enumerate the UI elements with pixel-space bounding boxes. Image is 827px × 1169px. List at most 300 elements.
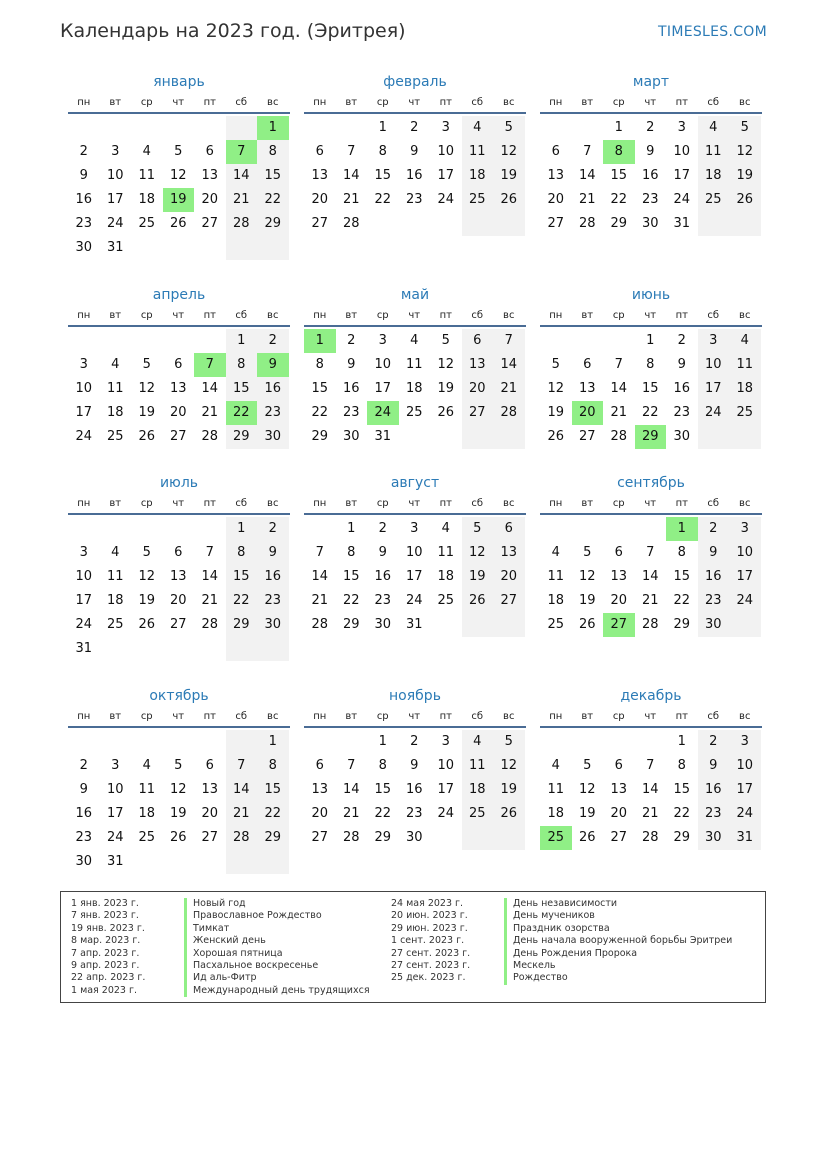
day-cell[interactable]: 1 <box>614 120 623 135</box>
day-cell[interactable]: 22 <box>641 405 659 420</box>
day-cell[interactable]: 31 <box>673 216 691 231</box>
day-cell[interactable]: 6 <box>462 329 494 353</box>
day-cell[interactable]: 7 <box>583 144 592 159</box>
day-cell[interactable]: 7 <box>493 329 525 353</box>
day-cell[interactable]: 22 <box>226 589 258 613</box>
day-cell[interactable]: 28 <box>201 617 219 632</box>
day-cell[interactable]: 6 <box>174 357 183 372</box>
day-cell[interactable]: 16 <box>698 565 730 589</box>
day-cell[interactable]: 3 <box>111 144 120 159</box>
day-cell[interactable]: 7 <box>347 758 356 773</box>
day-cell[interactable]: 1 <box>378 734 387 749</box>
day-cell[interactable]: 13 <box>311 168 329 183</box>
day-cell[interactable]: 21 <box>226 188 258 212</box>
day-cell[interactable]: 14 <box>493 353 525 377</box>
day-cell[interactable]: 24 <box>106 216 124 231</box>
day-cell[interactable]: 18 <box>437 569 455 584</box>
day-cell[interactable]: 28 <box>311 617 329 632</box>
day-cell[interactable]: 22 <box>257 802 289 826</box>
day-cell[interactable]: 21 <box>201 593 219 608</box>
day-cell[interactable]: 8 <box>226 541 258 565</box>
day-cell[interactable]: 4 <box>111 545 120 560</box>
day-cell[interactable]: 7 <box>226 754 258 778</box>
day-cell[interactable]: 5 <box>174 144 183 159</box>
day-cell[interactable]: 18 <box>106 593 124 608</box>
day-cell[interactable]: 10 <box>106 782 124 797</box>
day-cell[interactable]: 9 <box>347 357 356 372</box>
day-cell[interactable]: 28 <box>201 429 219 444</box>
day-cell[interactable]: 21 <box>342 806 360 821</box>
day-cell[interactable]: 22 <box>610 192 628 207</box>
day-cell[interactable]: 14 <box>641 782 659 797</box>
day-cell[interactable]: 2 <box>698 517 730 541</box>
day-cell[interactable]: 12 <box>169 782 187 797</box>
day-cell[interactable]: 25 <box>106 429 124 444</box>
day-cell[interactable]: 3 <box>441 120 450 135</box>
day-cell[interactable]: 20 <box>169 405 187 420</box>
day-cell[interactable]: 14 <box>578 168 596 183</box>
day-cell[interactable]: 8 <box>347 545 356 560</box>
day-cell[interactable]: 15 <box>641 381 659 396</box>
day-cell[interactable]: 20 <box>201 806 219 821</box>
day-cell[interactable]: 10 <box>437 144 455 159</box>
day-cell[interactable]: 30 <box>75 240 93 255</box>
day-cell[interactable]: 1 <box>257 116 289 140</box>
day-cell[interactable]: 18 <box>547 593 565 608</box>
day-cell[interactable]: 22 <box>374 192 392 207</box>
day-cell[interactable]: 17 <box>374 381 392 396</box>
day-cell[interactable]: 11 <box>729 353 761 377</box>
day-cell[interactable]: 27 <box>578 429 596 444</box>
day-cell[interactable]: 11 <box>138 782 156 797</box>
day-cell[interactable]: 16 <box>75 192 93 207</box>
day-cell[interactable]: 29 <box>635 425 667 449</box>
day-cell[interactable]: 27 <box>201 216 219 231</box>
day-cell[interactable]: 31 <box>729 826 761 850</box>
day-cell[interactable]: 25 <box>540 826 572 850</box>
day-cell[interactable]: 26 <box>138 429 156 444</box>
day-cell[interactable]: 15 <box>226 377 258 401</box>
day-cell[interactable]: 24 <box>367 401 399 425</box>
day-cell[interactable]: 6 <box>614 758 623 773</box>
day-cell[interactable]: 3 <box>729 730 761 754</box>
day-cell[interactable]: 11 <box>462 754 494 778</box>
day-cell[interactable]: 18 <box>405 381 423 396</box>
day-cell[interactable]: 12 <box>462 541 494 565</box>
day-cell[interactable]: 23 <box>405 806 423 821</box>
day-cell[interactable]: 29 <box>610 216 628 231</box>
day-cell[interactable]: 19 <box>578 806 596 821</box>
day-cell[interactable]: 29 <box>673 830 691 845</box>
day-cell[interactable]: 21 <box>493 377 525 401</box>
day-cell[interactable]: 30 <box>698 826 730 850</box>
day-cell[interactable]: 26 <box>578 830 596 845</box>
day-cell[interactable]: 23 <box>641 192 659 207</box>
day-cell[interactable]: 25 <box>138 216 156 231</box>
day-cell[interactable]: 21 <box>578 192 596 207</box>
day-cell[interactable]: 22 <box>374 806 392 821</box>
day-cell[interactable]: 22 <box>226 401 258 425</box>
day-cell[interactable]: 9 <box>677 357 686 372</box>
day-cell[interactable]: 28 <box>226 826 258 850</box>
day-cell[interactable]: 1 <box>666 517 698 541</box>
day-cell[interactable]: 9 <box>698 541 730 565</box>
day-cell[interactable]: 17 <box>729 778 761 802</box>
day-cell[interactable]: 15 <box>374 168 392 183</box>
day-cell[interactable]: 4 <box>551 758 560 773</box>
day-cell[interactable]: 24 <box>75 617 93 632</box>
day-cell[interactable]: 19 <box>493 164 525 188</box>
day-cell[interactable]: 27 <box>311 216 329 231</box>
day-cell[interactable]: 4 <box>441 521 450 536</box>
day-cell[interactable]: 18 <box>462 778 494 802</box>
day-cell[interactable]: 10 <box>673 144 691 159</box>
day-cell[interactable]: 16 <box>698 778 730 802</box>
day-cell[interactable]: 3 <box>698 329 730 353</box>
day-cell[interactable]: 27 <box>201 830 219 845</box>
day-cell[interactable]: 29 <box>257 826 289 850</box>
day-cell[interactable]: 6 <box>315 758 324 773</box>
day-cell[interactable]: 14 <box>342 168 360 183</box>
day-cell[interactable]: 28 <box>493 401 525 425</box>
day-cell[interactable]: 19 <box>493 778 525 802</box>
day-cell[interactable]: 17 <box>75 405 93 420</box>
day-cell[interactable]: 28 <box>342 830 360 845</box>
day-cell[interactable]: 31 <box>374 429 392 444</box>
day-cell[interactable]: 20 <box>610 806 628 821</box>
day-cell[interactable]: 8 <box>378 758 387 773</box>
day-cell[interactable]: 17 <box>106 192 124 207</box>
day-cell[interactable]: 12 <box>493 140 525 164</box>
day-cell[interactable]: 15 <box>226 565 258 589</box>
day-cell[interactable]: 1 <box>257 730 289 754</box>
day-cell[interactable]: 29 <box>257 212 289 236</box>
day-cell[interactable]: 11 <box>106 381 124 396</box>
day-cell[interactable]: 20 <box>311 192 329 207</box>
day-cell[interactable]: 13 <box>462 353 494 377</box>
day-cell[interactable]: 19 <box>729 164 761 188</box>
day-cell[interactable]: 12 <box>169 168 187 183</box>
day-cell[interactable]: 18 <box>698 164 730 188</box>
day-cell[interactable]: 4 <box>410 333 419 348</box>
day-cell[interactable]: 9 <box>257 541 289 565</box>
day-cell[interactable]: 7 <box>646 758 655 773</box>
day-cell[interactable]: 3 <box>677 120 686 135</box>
day-cell[interactable]: 3 <box>441 734 450 749</box>
day-cell[interactable]: 12 <box>437 357 455 372</box>
day-cell[interactable]: 24 <box>729 802 761 826</box>
day-cell[interactable]: 31 <box>75 641 93 656</box>
day-cell[interactable]: 30 <box>641 216 659 231</box>
day-cell[interactable]: 31 <box>106 240 124 255</box>
day-cell[interactable]: 20 <box>547 192 565 207</box>
day-cell[interactable]: 29 <box>342 617 360 632</box>
day-cell[interactable]: 19 <box>169 806 187 821</box>
day-cell[interactable]: 17 <box>729 565 761 589</box>
day-cell[interactable]: 3 <box>410 521 419 536</box>
day-cell[interactable]: 7 <box>646 545 655 560</box>
day-cell[interactable]: 6 <box>583 357 592 372</box>
day-cell[interactable]: 7 <box>205 545 214 560</box>
day-cell[interactable]: 10 <box>75 381 93 396</box>
day-cell[interactable]: 6 <box>614 545 623 560</box>
day-cell[interactable]: 2 <box>79 758 88 773</box>
day-cell[interactable]: 29 <box>226 613 258 637</box>
day-cell[interactable]: 2 <box>79 144 88 159</box>
day-cell[interactable]: 14 <box>201 569 219 584</box>
day-cell[interactable]: 15 <box>311 381 329 396</box>
day-cell[interactable]: 5 <box>729 116 761 140</box>
day-cell[interactable]: 8 <box>378 144 387 159</box>
day-cell[interactable]: 12 <box>138 569 156 584</box>
day-cell[interactable]: 17 <box>75 593 93 608</box>
day-cell[interactable]: 5 <box>462 517 494 541</box>
day-cell[interactable]: 4 <box>729 329 761 353</box>
day-cell[interactable]: 23 <box>342 405 360 420</box>
day-cell[interactable]: 13 <box>169 569 187 584</box>
day-cell[interactable]: 23 <box>405 192 423 207</box>
day-cell[interactable]: 5 <box>493 116 525 140</box>
day-cell[interactable]: 18 <box>106 405 124 420</box>
day-cell[interactable]: 5 <box>551 357 560 372</box>
day-cell[interactable]: 21 <box>226 802 258 826</box>
day-cell[interactable]: 14 <box>610 381 628 396</box>
day-cell[interactable]: 8 <box>677 545 686 560</box>
day-cell[interactable]: 6 <box>205 144 214 159</box>
day-cell[interactable]: 15 <box>257 778 289 802</box>
day-cell[interactable]: 1 <box>646 333 655 348</box>
day-cell[interactable]: 24 <box>106 830 124 845</box>
day-cell[interactable]: 13 <box>201 168 219 183</box>
day-cell[interactable]: 28 <box>578 216 596 231</box>
day-cell[interactable]: 1 <box>378 120 387 135</box>
day-cell[interactable]: 13 <box>311 782 329 797</box>
day-cell[interactable]: 19 <box>138 405 156 420</box>
day-cell[interactable]: 23 <box>75 216 93 231</box>
day-cell[interactable]: 26 <box>169 830 187 845</box>
day-cell[interactable]: 5 <box>174 758 183 773</box>
day-cell[interactable]: 2 <box>677 333 686 348</box>
day-cell[interactable]: 23 <box>698 589 730 613</box>
day-cell[interactable]: 8 <box>646 357 655 372</box>
day-cell[interactable]: 5 <box>583 545 592 560</box>
day-cell[interactable]: 26 <box>493 802 525 826</box>
day-cell[interactable]: 18 <box>138 806 156 821</box>
day-cell[interactable]: 24 <box>437 192 455 207</box>
day-cell[interactable]: 25 <box>405 405 423 420</box>
day-cell[interactable]: 8 <box>257 140 289 164</box>
day-cell[interactable]: 26 <box>437 405 455 420</box>
day-cell[interactable]: 9 <box>79 782 88 797</box>
day-cell[interactable]: 30 <box>374 617 392 632</box>
day-cell[interactable]: 14 <box>201 381 219 396</box>
day-cell[interactable]: 28 <box>226 212 258 236</box>
day-cell[interactable]: 30 <box>698 613 730 637</box>
day-cell[interactable]: 10 <box>75 569 93 584</box>
day-cell[interactable]: 9 <box>410 758 419 773</box>
day-cell[interactable]: 3 <box>111 758 120 773</box>
day-cell[interactable]: 1 <box>677 734 686 749</box>
day-cell[interactable]: 28 <box>641 830 659 845</box>
day-cell[interactable]: 11 <box>547 782 565 797</box>
day-cell[interactable]: 10 <box>437 758 455 773</box>
day-cell[interactable]: 30 <box>673 429 691 444</box>
day-cell[interactable]: 6 <box>551 144 560 159</box>
day-cell[interactable]: 14 <box>342 782 360 797</box>
day-cell[interactable]: 16 <box>673 381 691 396</box>
day-cell[interactable]: 5 <box>142 357 151 372</box>
day-cell[interactable]: 26 <box>578 617 596 632</box>
day-cell[interactable]: 25 <box>729 401 761 425</box>
day-cell[interactable]: 5 <box>441 333 450 348</box>
day-cell[interactable]: 18 <box>729 377 761 401</box>
day-cell[interactable]: 4 <box>462 116 494 140</box>
day-cell[interactable]: 11 <box>437 545 455 560</box>
day-cell[interactable]: 9 <box>410 144 419 159</box>
day-cell[interactable]: 23 <box>257 589 289 613</box>
day-cell[interactable]: 4 <box>111 357 120 372</box>
day-cell[interactable]: 7 <box>226 140 258 164</box>
day-cell[interactable]: 25 <box>462 802 494 826</box>
day-cell[interactable]: 18 <box>462 164 494 188</box>
day-cell[interactable]: 15 <box>673 569 691 584</box>
day-cell[interactable]: 1 <box>347 521 356 536</box>
day-cell[interactable]: 2 <box>257 517 289 541</box>
day-cell[interactable]: 15 <box>342 569 360 584</box>
day-cell[interactable]: 8 <box>315 357 324 372</box>
day-cell[interactable]: 20 <box>462 377 494 401</box>
day-cell[interactable]: 24 <box>729 589 761 613</box>
day-cell[interactable]: 19 <box>547 405 565 420</box>
day-cell[interactable]: 20 <box>493 565 525 589</box>
day-cell[interactable]: 26 <box>169 216 187 231</box>
day-cell[interactable]: 6 <box>315 144 324 159</box>
day-cell[interactable]: 11 <box>106 569 124 584</box>
day-cell[interactable]: 25 <box>462 188 494 212</box>
day-cell[interactable]: 20 <box>610 593 628 608</box>
day-cell[interactable]: 3 <box>378 333 387 348</box>
day-cell[interactable]: 8 <box>257 754 289 778</box>
day-cell[interactable]: 4 <box>698 116 730 140</box>
day-cell[interactable]: 16 <box>257 565 289 589</box>
day-cell[interactable]: 14 <box>226 164 258 188</box>
day-cell[interactable]: 2 <box>378 521 387 536</box>
day-cell[interactable]: 30 <box>405 830 423 845</box>
day-cell[interactable]: 19 <box>138 593 156 608</box>
day-cell[interactable]: 6 <box>205 758 214 773</box>
day-cell[interactable]: 23 <box>698 802 730 826</box>
day-cell[interactable]: 24 <box>698 401 730 425</box>
day-cell[interactable]: 7 <box>194 353 226 377</box>
day-cell[interactable]: 13 <box>493 541 525 565</box>
day-cell[interactable]: 1 <box>226 517 258 541</box>
day-cell[interactable]: 13 <box>169 381 187 396</box>
day-cell[interactable]: 19 <box>163 188 195 212</box>
day-cell[interactable]: 4 <box>551 545 560 560</box>
day-cell[interactable]: 29 <box>673 617 691 632</box>
day-cell[interactable]: 13 <box>547 168 565 183</box>
day-cell[interactable]: 8 <box>226 353 258 377</box>
day-cell[interactable]: 10 <box>106 168 124 183</box>
day-cell[interactable]: 26 <box>493 188 525 212</box>
day-cell[interactable]: 10 <box>698 353 730 377</box>
day-cell[interactable]: 17 <box>106 806 124 821</box>
day-cell[interactable]: 27 <box>493 589 525 613</box>
day-cell[interactable]: 13 <box>201 782 219 797</box>
day-cell[interactable]: 24 <box>405 593 423 608</box>
day-cell[interactable]: 13 <box>610 782 628 797</box>
day-cell[interactable]: 12 <box>578 782 596 797</box>
day-cell[interactable]: 15 <box>257 164 289 188</box>
day-cell[interactable]: 9 <box>257 353 289 377</box>
day-cell[interactable]: 27 <box>547 216 565 231</box>
day-cell[interactable]: 11 <box>547 569 565 584</box>
day-cell[interactable]: 21 <box>641 806 659 821</box>
day-cell[interactable]: 20 <box>311 806 329 821</box>
day-cell[interactable]: 16 <box>405 782 423 797</box>
day-cell[interactable]: 16 <box>374 569 392 584</box>
day-cell[interactable]: 12 <box>493 754 525 778</box>
day-cell[interactable]: 7 <box>614 357 623 372</box>
day-cell[interactable]: 11 <box>138 168 156 183</box>
day-cell[interactable]: 6 <box>493 517 525 541</box>
day-cell[interactable]: 24 <box>673 192 691 207</box>
day-cell[interactable]: 11 <box>405 357 423 372</box>
day-cell[interactable]: 16 <box>641 168 659 183</box>
day-cell[interactable]: 2 <box>257 329 289 353</box>
day-cell[interactable]: 24 <box>75 429 93 444</box>
day-cell[interactable]: 22 <box>257 188 289 212</box>
day-cell[interactable]: 10 <box>729 541 761 565</box>
day-cell[interactable]: 29 <box>374 830 392 845</box>
day-cell[interactable]: 10 <box>405 545 423 560</box>
day-cell[interactable]: 25 <box>138 830 156 845</box>
day-cell[interactable]: 25 <box>106 617 124 632</box>
day-cell[interactable]: 25 <box>698 188 730 212</box>
day-cell[interactable]: 20 <box>201 192 219 207</box>
brand-link[interactable]: TIMESLES.COM <box>658 24 767 40</box>
day-cell[interactable]: 3 <box>79 357 88 372</box>
day-cell[interactable]: 28 <box>610 429 628 444</box>
day-cell[interactable]: 29 <box>311 429 329 444</box>
day-cell[interactable]: 29 <box>226 425 258 449</box>
day-cell[interactable]: 27 <box>462 401 494 425</box>
day-cell[interactable]: 14 <box>311 569 329 584</box>
day-cell[interactable]: 18 <box>138 192 156 207</box>
day-cell[interactable]: 21 <box>610 405 628 420</box>
day-cell[interactable]: 28 <box>641 617 659 632</box>
day-cell[interactable]: 17 <box>673 168 691 183</box>
day-cell[interactable]: 3 <box>729 517 761 541</box>
day-cell[interactable]: 9 <box>698 754 730 778</box>
day-cell[interactable]: 26 <box>462 589 494 613</box>
day-cell[interactable]: 12 <box>547 381 565 396</box>
day-cell[interactable]: 12 <box>138 381 156 396</box>
day-cell[interactable]: 28 <box>342 216 360 231</box>
day-cell[interactable]: 4 <box>142 144 151 159</box>
day-cell[interactable]: 11 <box>462 140 494 164</box>
day-cell[interactable]: 16 <box>405 168 423 183</box>
day-cell[interactable]: 22 <box>311 405 329 420</box>
day-cell[interactable]: 25 <box>547 617 565 632</box>
day-cell[interactable]: 30 <box>75 854 93 869</box>
day-cell[interactable]: 24 <box>437 806 455 821</box>
day-cell[interactable]: 5 <box>493 730 525 754</box>
day-cell[interactable]: 27 <box>169 617 187 632</box>
day-cell[interactable]: 15 <box>374 782 392 797</box>
day-cell[interactable]: 10 <box>374 357 392 372</box>
day-cell[interactable]: 15 <box>610 168 628 183</box>
